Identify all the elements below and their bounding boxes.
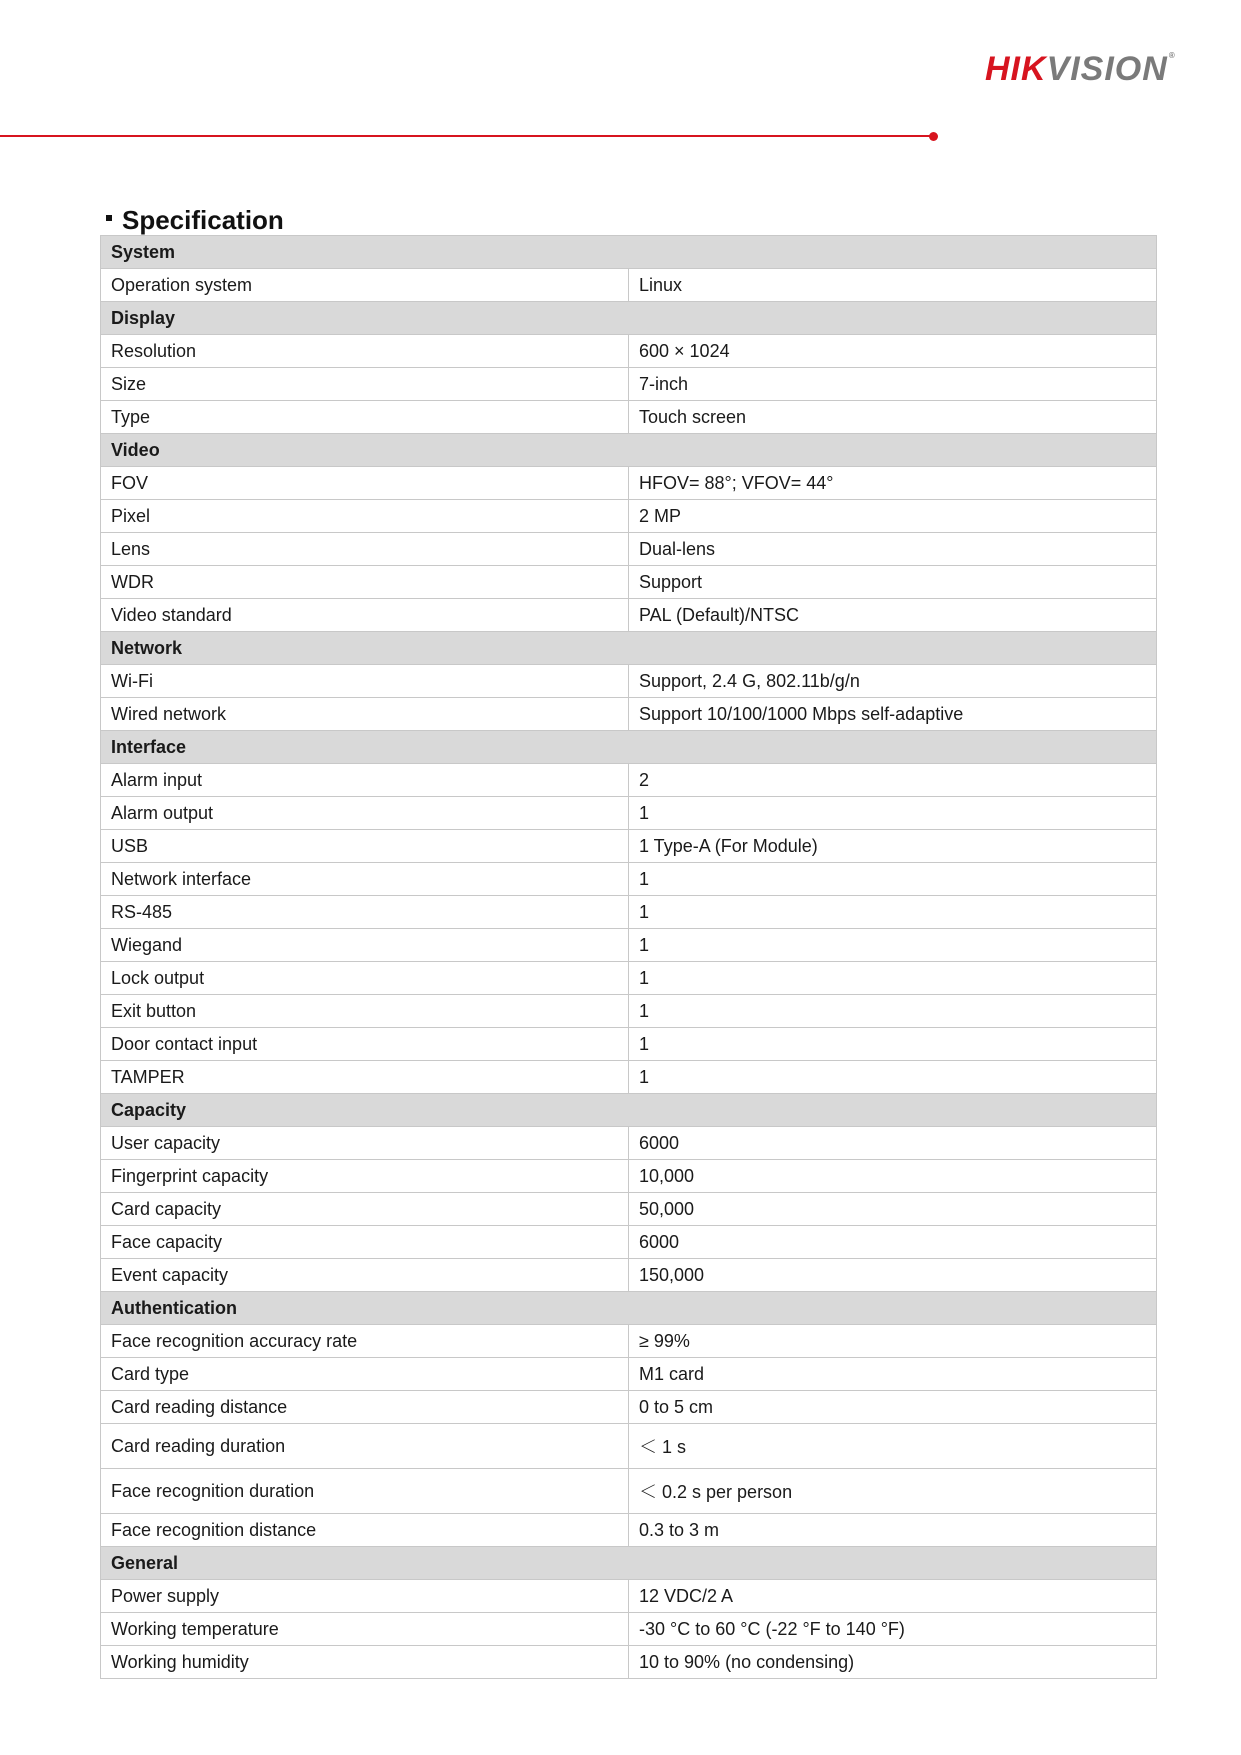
- spec-key: Exit button: [101, 995, 629, 1028]
- section-title-text: Specification: [122, 205, 284, 235]
- spec-value: 6000: [629, 1127, 1157, 1160]
- spec-row: [101, 500, 1157, 533]
- spec-group-heading: Capacity: [101, 1094, 1157, 1127]
- spec-value: 1: [629, 896, 1157, 929]
- spec-key: Pixel: [101, 500, 629, 533]
- spec-key: Card capacity: [101, 1193, 629, 1226]
- spec-key: Operation system: [101, 269, 629, 302]
- spec-row: [101, 1391, 1157, 1424]
- spec-row: [101, 1061, 1157, 1094]
- spec-value: 1: [629, 1061, 1157, 1094]
- spec-key: Face recognition accuracy rate: [101, 1325, 629, 1358]
- spec-key: WDR: [101, 566, 629, 599]
- spec-row: [101, 1226, 1157, 1259]
- spec-group-row: [101, 1094, 1157, 1127]
- spec-value: ＜ 0.2 s per person: [629, 1469, 1157, 1514]
- spec-row: [101, 1580, 1157, 1613]
- spec-value: 6000: [629, 1226, 1157, 1259]
- spec-key: Face recognition distance: [101, 1514, 629, 1547]
- spec-value: 150,000: [629, 1259, 1157, 1292]
- registered-mark: ®: [1168, 51, 1176, 60]
- spec-row: [101, 764, 1157, 797]
- spec-row: [101, 896, 1157, 929]
- spec-value: 1: [629, 995, 1157, 1028]
- logo-part-vision: VISION: [1046, 50, 1168, 88]
- spec-key: Working humidity: [101, 1646, 629, 1679]
- spec-row: [101, 995, 1157, 1028]
- spec-value: 10,000: [629, 1160, 1157, 1193]
- spec-key: Wi-Fi: [101, 665, 629, 698]
- spec-group-row: [101, 1547, 1157, 1580]
- spec-key: Wiegand: [101, 929, 629, 962]
- hikvision-logo: [985, 52, 1176, 86]
- spec-value: 2: [629, 764, 1157, 797]
- spec-key: Power supply: [101, 1580, 629, 1613]
- logo-part-hik: HIK: [985, 50, 1047, 88]
- spec-group-row: [101, 1292, 1157, 1325]
- spec-value: HFOV= 88°; VFOV= 44°: [629, 467, 1157, 500]
- spec-value: ＜ 1 s: [629, 1424, 1157, 1469]
- spec-value: 2 MP: [629, 500, 1157, 533]
- spec-row: [101, 698, 1157, 731]
- spec-value: Support, 2.4 G, 802.11b/g/n: [629, 665, 1157, 698]
- spec-row: [101, 1160, 1157, 1193]
- spec-key: RS-485: [101, 896, 629, 929]
- spec-key: FOV: [101, 467, 629, 500]
- spec-key: Lens: [101, 533, 629, 566]
- section-title: [106, 204, 284, 236]
- spec-value: 50,000: [629, 1193, 1157, 1226]
- spec-row: [101, 1193, 1157, 1226]
- spec-key: Network interface: [101, 863, 629, 896]
- spec-key: User capacity: [101, 1127, 629, 1160]
- spec-group-row: [101, 302, 1157, 335]
- spec-value: 10 to 90% (no condensing): [629, 1646, 1157, 1679]
- spec-row: [101, 533, 1157, 566]
- spec-key: Face recognition duration: [101, 1469, 629, 1514]
- spec-row: [101, 962, 1157, 995]
- spec-row: [101, 467, 1157, 500]
- spec-row: [101, 566, 1157, 599]
- spec-row: [101, 1358, 1157, 1391]
- spec-row: [101, 1613, 1157, 1646]
- spec-key: Alarm output: [101, 797, 629, 830]
- spec-key: Fingerprint capacity: [101, 1160, 629, 1193]
- spec-row: [101, 335, 1157, 368]
- spec-row: [101, 401, 1157, 434]
- spec-row: [101, 1028, 1157, 1061]
- spec-value: 600 × 1024: [629, 335, 1157, 368]
- spec-group-row: [101, 731, 1157, 764]
- spec-key: Card type: [101, 1358, 629, 1391]
- spec-row: [101, 665, 1157, 698]
- spec-group-heading: Authentication: [101, 1292, 1157, 1325]
- spec-key: Face capacity: [101, 1226, 629, 1259]
- spec-row: [101, 1424, 1157, 1469]
- header-divider: [0, 135, 930, 137]
- spec-key: Card reading distance: [101, 1391, 629, 1424]
- spec-group-heading: Display: [101, 302, 1157, 335]
- spec-group-row: [101, 632, 1157, 665]
- spec-key: Card reading duration: [101, 1424, 629, 1469]
- spec-group-row: [101, 434, 1157, 467]
- spec-row: [101, 1646, 1157, 1679]
- spec-value: -30 °C to 60 °C (-22 °F to 140 °F): [629, 1613, 1157, 1646]
- spec-value: 1 Type-A (For Module): [629, 830, 1157, 863]
- spec-row: [101, 1259, 1157, 1292]
- spec-row: [101, 1514, 1157, 1547]
- spec-value: 0 to 5 cm: [629, 1391, 1157, 1424]
- spec-value: 7-inch: [629, 368, 1157, 401]
- spec-value: 1: [629, 863, 1157, 896]
- spec-group-heading: System: [101, 236, 1157, 269]
- spec-row: [101, 368, 1157, 401]
- spec-row: [101, 269, 1157, 302]
- spec-row: [101, 797, 1157, 830]
- spec-table-body: [101, 236, 1157, 1679]
- spec-group-heading: Interface: [101, 731, 1157, 764]
- spec-value: PAL (Default)/NTSC: [629, 599, 1157, 632]
- spec-group-heading: General: [101, 1547, 1157, 1580]
- spec-key: Working temperature: [101, 1613, 629, 1646]
- spec-value: M1 card: [629, 1358, 1157, 1391]
- spec-group-heading: Video: [101, 434, 1157, 467]
- spec-row: [101, 929, 1157, 962]
- spec-key: Resolution: [101, 335, 629, 368]
- spec-key: USB: [101, 830, 629, 863]
- title-bullet-icon: [106, 215, 112, 221]
- spec-key: Alarm input: [101, 764, 629, 797]
- header-divider-dot: [929, 132, 938, 141]
- spec-key: Video standard: [101, 599, 629, 632]
- spec-table: [100, 235, 1157, 1679]
- spec-value: 0.3 to 3 m: [629, 1514, 1157, 1547]
- spec-row: [101, 599, 1157, 632]
- spec-row: [101, 830, 1157, 863]
- spec-value: Support 10/100/1000 Mbps self-adaptive: [629, 698, 1157, 731]
- spec-value: Dual-lens: [629, 533, 1157, 566]
- spec-value: 1: [629, 1028, 1157, 1061]
- spec-row: [101, 1469, 1157, 1514]
- spec-key: Event capacity: [101, 1259, 629, 1292]
- spec-value: 12 VDC/2 A: [629, 1580, 1157, 1613]
- spec-group-row: [101, 236, 1157, 269]
- spec-row: [101, 1325, 1157, 1358]
- spec-key: Door contact input: [101, 1028, 629, 1061]
- spec-value: Linux: [629, 269, 1157, 302]
- spec-key: Wired network: [101, 698, 629, 731]
- spec-key: Type: [101, 401, 629, 434]
- spec-value: ≥ 99%: [629, 1325, 1157, 1358]
- spec-value: 1: [629, 797, 1157, 830]
- spec-key: Lock output: [101, 962, 629, 995]
- spec-row: [101, 863, 1157, 896]
- spec-value: Touch screen: [629, 401, 1157, 434]
- spec-row: [101, 1127, 1157, 1160]
- spec-value: Support: [629, 566, 1157, 599]
- spec-key: Size: [101, 368, 629, 401]
- spec-key: TAMPER: [101, 1061, 629, 1094]
- spec-value: 1: [629, 929, 1157, 962]
- spec-value: 1: [629, 962, 1157, 995]
- spec-group-heading: Network: [101, 632, 1157, 665]
